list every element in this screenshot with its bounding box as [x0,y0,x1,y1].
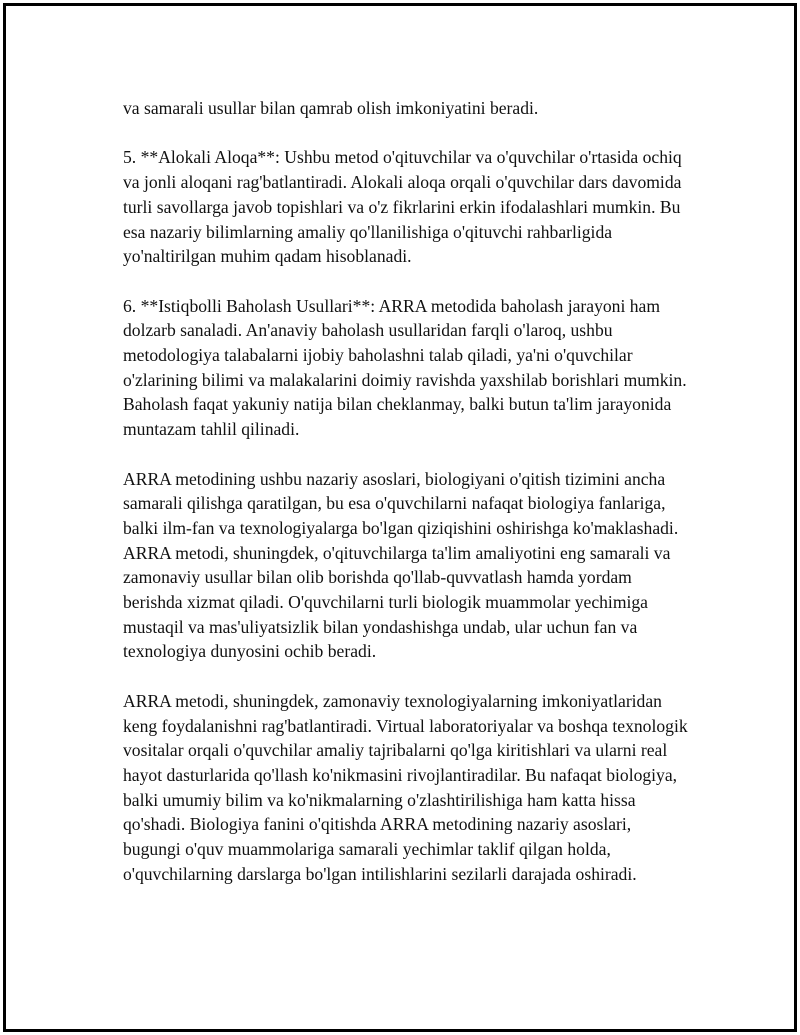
paragraph-arra-nazariy-asoslari: ARRA metodining ushbu nazariy asoslari, biologiyani o'qitish tizimini ancha samarali qilishga qaratilgan, bu esa o'quvchilarni nafaqat biologiya fanlariga, balki ilm-fan va texnologiyalarga bo'lgan qiziqishini oshirishga ko'maklashadi. ARRA metodi, shuningdek, o'qituvchilarga ta'lim amaliyotini eng samarali va zamonaviy usullar bilan olib borishda qo'llab-quvvatlash hamda yordam berishda xizmat qiladi. O'quvchilarni turli biologik muammolar yechimiga mustaqil va mas'uliyatsizlik bilan yondashishga undab, ular uchun fan va texnologiya dunyosini ochib beradi. [123,468,679,662]
paragraph-baholash-usullari: 6. **Istiqbolli Baholash Usullari**: ARRA metodida baholash jarayoni ham dolzarb sanaladi. An'anaviy baholash usullaridan farqli o'laroq, ushbu metodologiya talabalarni ijobiy baholashni talab qiladi, ya'ni o'quvchilar o'zlarining bilimi va malakalarini doimiy ravishda yaxshilab borishlari mumkin. Baholash faqat yakuniy natija bilan cheklanmay, balki butun ta'lim jarayonida muntazam tahlil qilinadi. [123,295,687,440]
page-frame [3,3,797,1032]
document-body [123,96,693,911]
paragraph-continuation: va samarali usullar bilan qamrab olish imkoniyatini beradi. [123,98,539,118]
paragraph-alokali-aloqa: 5. **Alokali Aloqa**: Ushbu metod o'qituvchilar va o'quvchilar o'rtasida ochiq va jonli aloqani rag'batlantiradi. Alokali aloqa orqali o'quvchilar dars davomida turli savollarga javob topishlari va o'z fikrlarini erkin ifodalashlari mumkin. Bu esa nazariy bilimlarning amaliy qo'llanilishiga o'qituvchi rahbarligida yo'naltirilgan muhim qadam hisoblanadi. [123,147,682,267]
paragraph-arra-texnologiyalar: ARRA metodi, shuningdek, zamonaviy texnologiyalarning imkoniyatlaridan keng foydalanishni rag'batlantiradi. Virtual laboratoriyalar va boshqa texnologik vositalar orqali o'quvchilar amaliy tajribalarni qo'lga kiritishlari va ularni real hayot dasturlarida qo'llash ko'nikmasini rivojlantiradilar. Bu nafaqat biologiya, balki umumiy bilim va ko'nikmalarning o'zlashtirilishiga ham katta hissa qo'shadi. Biologiya fanini o'qitishda ARRA metodining nazariy asoslari, bugungi o'quv muammolariga samarali yechimlar taklif qilgan holda, o'quvchilarning darslarga bo'lgan intilishlarini sezilarli darajada oshiradi. [123,690,688,884]
